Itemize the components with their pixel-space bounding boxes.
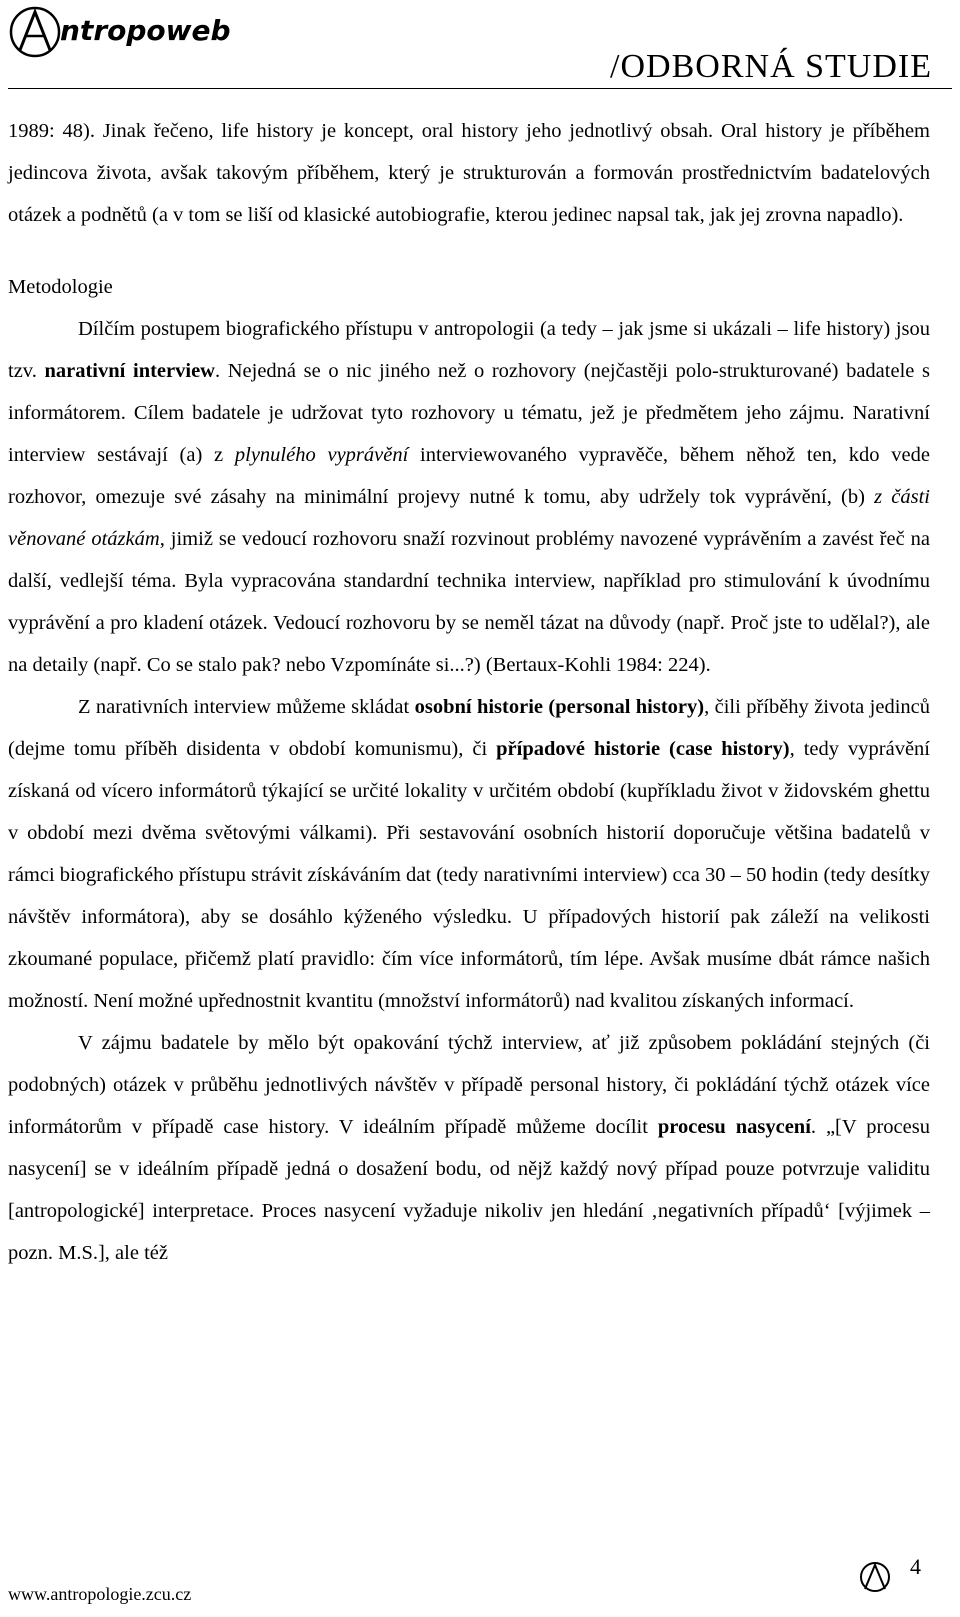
bold-term: procesu nasycení (657, 1116, 811, 1138)
article-body (8, 110, 930, 1274)
footer-logo-icon (858, 1560, 892, 1594)
antropoweb-logo-icon (8, 4, 64, 60)
section-heading: Metodologie (8, 276, 113, 298)
text-run: , čili příběhy života jedinců (dejme tomu příběh disidenta v období komunismu), či (8, 696, 931, 760)
text-run: , tedy vyprávění získaná od vícero informátorů týkající se určité lokality v určitém období (kupříkladu život v židovském ghettu v období mezi dvěma světovými válkami). Při sestavování osobních historií doporučuje většina badatelů v rámci biografického přístupu strávit získáváním dat (tedy narativními interview) cca 30 – 50 hodin (tedy desítky návštěv informátora), aby se dosáhlo kýženého výsledku. U případových historií pak záleží na velikosti zkoumané populace, přičemž platí pravidlo: čím více informátorů, tím lépe. Avšak musíme dbát rámce našich možností. Není možné upřednostnit kvantitu (množství informátorů) nad kvalitou získaných informací. (8, 738, 930, 1012)
text-run: Dílčím postupem biografického přístupu v antropologii (a tedy – jak jsme si ukázali – life history) jsou tzv. (8, 318, 930, 382)
footer-url: www.antropologie.zcu.cz (8, 1584, 192, 1604)
page-number: 4 (910, 1554, 921, 1579)
text-run: interviewovaného vypravěče, během něhož ten, kdo vede rozhovor, omezuje své zásahy na minimální projevy nutné k tomu, aby udržely tok vyprávění, (b) (8, 444, 930, 508)
italic-term: plynulého vyprávění (234, 444, 409, 466)
text-run: , jimiž se vedoucí rozhovoru snaží rozvinout problémy navozené vyprávěním a zavést řeč na další, vedlejší téma. Byla vypracována standardní technika interview, například pro stimulování k úvodnímu vyprávění a pro kladení otázek. Vedoucí rozhovoru by se neměl tázat na důvody (např. Proč jste to udělal?), ale na detaily (např. Co se stalo pak? nebo Vzpomínáte si...?) (Bertaux-Kohli 1984: 224). (8, 528, 930, 676)
paragraph-histories (8, 686, 930, 1022)
paragraph-saturation (8, 1022, 930, 1274)
text-run: V zájmu badatele by mělo být opakování týchž interview, ať již způsobem pokládání stejných (či podobných) otázek v průběhu jednotlivých návštěv v případě personal history, či pokládání týchž otázek více informátorům v případě case history. V ideálním případě můžeme docílit (8, 1032, 930, 1138)
page-header (0, 0, 960, 90)
text-run: . Nejedná se o nic jiného než o rozhovory (nejčastěji polo-strukturované) badatele s informátorem. Cílem badatele je udržovat tyto rozhovory u tématu, jež je předmětem jeho zájmu. Narativní interview sestávají (a) z (8, 360, 930, 466)
text-run: Z narativních interview můžeme skládat (78, 696, 415, 718)
bold-term: případové historie (case history) (496, 738, 790, 760)
bold-term: narativní interview (44, 360, 215, 382)
page-footer (0, 1530, 960, 1617)
header-divider (8, 88, 952, 89)
italic-term: z části věnované otázkám (8, 486, 930, 550)
paragraph-intro: 1989: 48). Jinak řečeno, life history je koncept, oral history jeho jednotlivý obsah. Oral history je příběhem jedincova života, avšak takovým příběhem, který je strukturován a formován prostřednictvím badatelových otázek a podnětů (a v tom se liší od klasické autobiografie, kterou jedinec napsal tak, jak jej zrovna napadlo). (8, 120, 930, 226)
logo-text: ntropoweb (60, 14, 231, 47)
bold-term: osobní historie (personal history) (414, 696, 705, 718)
section-label: /ODBORNÁ STUDIE (610, 48, 932, 85)
paragraph-methodology (8, 308, 930, 686)
text-run: . „[V procesu nasycení] se v ideálním případě jedná o dosažení bodu, od nějž každý nový případ pouze potvrzuje validitu [antropologické] interpretace. Proces nasycení vyžaduje nikoliv jen hledání ‚negativních případů‘ [výjimek – pozn. M.S.], ale též (8, 1116, 930, 1264)
